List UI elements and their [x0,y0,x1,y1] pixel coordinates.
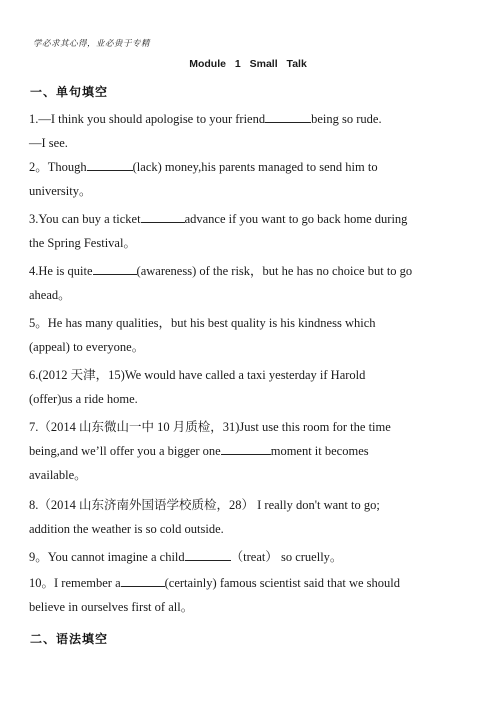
question-7-text-a: 7.（2014 山东微山一中 10 月质检，31)Just use this room for the time [29,420,391,434]
question-8-text-b: addition the weather is so cold outside. [29,522,224,536]
question-1-text-c: —I see. [29,136,68,150]
question-3-text-a: 3.You can buy a ticket [29,212,141,226]
section-heading-2: 二、语法填空 [30,632,109,646]
answer-blank[interactable] [141,210,185,223]
answer-blank[interactable] [221,442,271,455]
answer-blank[interactable] [265,110,311,123]
question-6-text-b: (offer)us a ride home. [29,392,138,406]
question-10 [29,571,465,619]
answer-blank[interactable] [121,574,165,587]
question-4 [29,259,465,307]
question-7 [29,415,465,487]
question-5-text-b: (appeal) to everyone。 [29,340,145,354]
answer-blank[interactable] [185,548,231,561]
question-6 [29,363,465,411]
question-6-text-a: 6.(2012 天津，15)We would have called a taxi yesterday if Harold [29,368,366,382]
question-9 [29,545,465,569]
question-8 [29,493,465,541]
answer-blank[interactable] [93,262,137,275]
question-7-text-b: being,and we’ll offer you a bigger one [29,444,221,458]
question-2-text-c: university。 [29,184,92,198]
question-4-text-b: (awareness) of the risk，but he has no choice but to go [136,264,413,278]
question-8-text-a: 8.（2014 山东济南外国语学校质检，28） I really don't want to go; [29,498,380,512]
page-title: Module 1 Small Talk [189,58,307,70]
question-10-text-b: (certainly) famous scientist said that we should [164,576,400,590]
question-9-text-b: （treat） so cruelly。 [230,550,343,564]
question-10-text-c: believe in ourselves first of all。 [29,600,194,614]
question-7-text-d: available。 [29,468,87,482]
question-9-text-a: 9。You cannot imagine a child [29,550,185,564]
question-2 [29,155,465,203]
question-3-text-c: the Spring Festival。 [29,236,136,250]
question-4-text-c: ahead。 [29,288,71,302]
question-7-text-c: moment it becomes [270,444,369,458]
question-1-text-a: 1.—I think you should apologise to your friend [29,112,266,126]
question-3-text-b: advance if you want to go back home during [184,212,408,226]
header-motto: 学必求其心得，业必贵于专精 [33,39,151,49]
question-1 [29,107,465,155]
question-4-text-a: 4.He is quite [29,264,93,278]
section-heading-1: 一、单句填空 [30,85,109,99]
question-10-text-a: 10。I remember a [29,576,121,590]
question-5-text-a: 5。He has many qualities，but his best quality is his kindness which [29,316,376,330]
question-2-text-b: (lack) money,his parents managed to send him to [132,160,378,174]
question-1-text-b: being so rude. [311,112,382,126]
question-2-text-a: 2。Though [29,160,87,174]
answer-blank[interactable] [87,158,133,171]
question-5 [29,311,465,359]
question-3 [29,207,465,255]
